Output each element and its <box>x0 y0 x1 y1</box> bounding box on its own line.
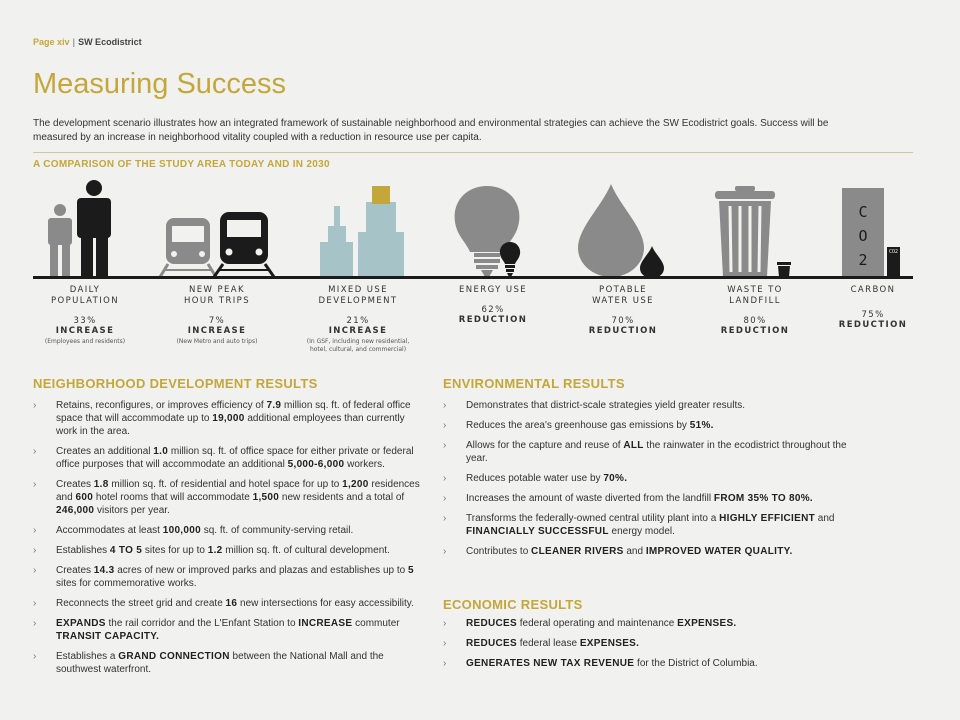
metric-note: (Employees and residents) <box>44 338 126 345</box>
emphasis-text: 1.2 <box>207 545 223 556</box>
emphasis-text: GENERATES NEW TAX REVENUE <box>466 658 635 669</box>
body-text: Creates <box>56 565 94 576</box>
list-item <box>443 545 858 558</box>
body-text: workers. <box>344 459 385 470</box>
body-text: Establishes a <box>56 651 119 662</box>
emphasis-text: REDUCES <box>466 618 517 629</box>
body-text: Creates <box>56 479 94 490</box>
emphasis-text: FROM 35% TO 80%. <box>713 493 813 504</box>
bullet-chevron-icon: › <box>33 618 37 629</box>
body-text: and <box>815 513 835 524</box>
body-text: Transforms the federally-owned central utility plant into a <box>466 513 720 524</box>
emphasis-text: 5 <box>407 565 414 576</box>
metric-label: NEW PEAK <box>189 285 245 295</box>
metric-percent: 7% <box>208 316 226 326</box>
emphasis-text: 1,500 <box>252 492 280 503</box>
emphasis-text: REDUCES <box>466 638 517 649</box>
metric-percent: 33% <box>73 316 97 326</box>
metric-percent: 80% <box>743 316 767 326</box>
list-item <box>443 637 858 650</box>
body-text: million sq. ft. of cultural development. <box>222 545 390 556</box>
metric-trips <box>159 285 275 346</box>
body-text: Reduces the area's greenhouse gas emissions by <box>466 420 690 431</box>
list-item <box>33 399 428 438</box>
population-icon <box>48 180 111 277</box>
metric-mixed-use <box>292 285 424 354</box>
emphasis-text: CLEANER RIVERS <box>531 546 624 557</box>
emphasis-text: HIGHLY EFFICIENT <box>719 513 816 524</box>
body-text: Increases the amount of waste diverted from the landfill <box>466 493 714 504</box>
emphasis-text: ALL <box>623 440 644 451</box>
body-text: Accommodates at least <box>56 525 163 536</box>
body-text: energy model. <box>608 526 675 537</box>
bullet-chevron-icon: › <box>443 513 447 524</box>
comparison-icons <box>0 0 960 290</box>
bullet-chevron-icon: › <box>33 400 37 411</box>
body-text: new intersections for easy accessibility. <box>237 598 414 609</box>
economic-list <box>443 617 858 677</box>
bullet-chevron-icon: › <box>443 400 447 411</box>
emphasis-text: 1.8 <box>93 479 109 490</box>
document-name: SW Ecodistrict <box>78 37 142 47</box>
body-text: hotel rooms that will accommodate <box>93 492 253 503</box>
body-text: million sq. ft. of federal office space that will accommodate up to <box>56 400 411 424</box>
body-text: residences and <box>56 479 420 503</box>
metric-population <box>29 285 141 346</box>
emphasis-text: 4 TO 5 <box>109 545 143 556</box>
body-text: commuter <box>352 618 400 629</box>
metric-label: DEVELOPMENT <box>318 296 398 306</box>
list-item <box>443 617 858 630</box>
body-text: and <box>623 546 646 557</box>
emphasis-text: INCREASE <box>298 618 353 629</box>
bullet-chevron-icon: › <box>443 618 447 629</box>
emphasis-text: 70%. <box>603 473 628 484</box>
body-text: between the National Mall and the southwest waterfront. <box>56 651 384 675</box>
body-text: the rail corridor and the L'Enfant Station to <box>105 618 299 629</box>
emphasis-text: 600 <box>75 492 94 503</box>
trash-can-icon <box>715 186 791 277</box>
list-item <box>443 512 858 538</box>
bullet-chevron-icon: › <box>443 420 447 431</box>
metric-change: REDUCTION <box>458 315 528 325</box>
metric-water <box>568 285 678 337</box>
bullet-chevron-icon: › <box>33 598 37 609</box>
body-text: Demonstrates that district-scale strategies yield greater results. <box>466 400 745 411</box>
metric-change: INCREASE <box>187 326 247 336</box>
emphasis-text: EXPENSES. <box>579 638 640 649</box>
metric-percent: 75% <box>861 310 885 320</box>
list-item <box>33 564 428 590</box>
metric-note: (New Metro and auto trips) <box>176 338 258 345</box>
body-text: Reduces potable water use by <box>466 473 604 484</box>
body-text: sites for up to <box>142 545 208 556</box>
neighborhood-heading: NEIGHBORHOOD DEVELOPMENT RESULTS <box>33 376 318 391</box>
water-drop-icon <box>578 184 664 278</box>
carbon-co2-text <box>842 200 884 272</box>
emphasis-text: FINANCIALLY SUCCESSFUL <box>466 526 609 537</box>
neighborhood-list <box>33 399 428 683</box>
bullet-chevron-icon: › <box>33 651 37 662</box>
bullet-chevron-icon: › <box>443 440 447 451</box>
body-text: federal lease <box>517 638 580 649</box>
metric-label: WASTE TO <box>727 285 783 295</box>
emphasis-text: EXPANDS <box>56 618 106 629</box>
body-text: additional employees than currently work in the area. <box>56 413 405 437</box>
emphasis-text: 51%. <box>689 420 714 431</box>
train-icon <box>160 212 274 277</box>
body-text: the rainwater in the ecodistrict throughout the year. <box>466 440 847 464</box>
body-text: visitors per year. <box>94 505 170 516</box>
environmental-list <box>443 399 858 565</box>
bullet-chevron-icon: › <box>33 525 37 536</box>
body-text: Establishes <box>56 545 110 556</box>
list-item <box>443 472 858 485</box>
body-text: federal operating and maintenance <box>517 618 678 629</box>
body-text: sites for commemorative works. <box>56 578 197 589</box>
metric-carbon <box>818 285 928 331</box>
emphasis-text: 7.9 <box>266 400 282 411</box>
environmental-heading: ENVIRONMENTAL RESULTS <box>443 376 625 391</box>
comparison-heading: A COMPARISON OF THE STUDY AREA TODAY AND IN 2030 <box>33 159 330 170</box>
metric-percent: 21% <box>346 316 370 326</box>
metric-change: INCREASE <box>55 326 115 336</box>
metric-change: REDUCTION <box>588 326 658 336</box>
metric-change: REDUCTION <box>720 326 790 336</box>
bullet-chevron-icon: › <box>443 493 447 504</box>
metric-energy <box>438 285 548 326</box>
co2-small-label: CO2 <box>888 249 899 255</box>
header-separator: | <box>72 37 76 47</box>
bullet-chevron-icon: › <box>443 658 447 669</box>
metric-label: LANDFILL <box>729 296 781 306</box>
bullet-chevron-icon: › <box>443 546 447 557</box>
co2-letter: 2 <box>858 251 868 269</box>
bullet-chevron-icon: › <box>33 479 37 490</box>
list-item <box>443 492 858 505</box>
buildings-icon <box>320 186 404 277</box>
list-item <box>33 478 428 517</box>
metric-note: (In GSF, including new residential, <box>306 338 410 345</box>
body-text: for the District of Columbia. <box>634 658 758 669</box>
list-item <box>33 617 428 643</box>
list-item <box>33 597 428 610</box>
page-title: Measuring Success <box>33 68 287 100</box>
list-item <box>443 439 858 465</box>
list-item <box>443 657 858 670</box>
emphasis-text: EXPENSES. <box>677 618 737 629</box>
emphasis-text: 14.3 <box>93 565 115 576</box>
intro-paragraph: The development scenario illustrates how an integrated framework of sustainable neighborhood and environmental strategies can achieve the SW Ecodistrict goals. Success will be measured by an increase in neighborhood vitality coupled with a reduction in resource use per capita. <box>33 118 829 143</box>
body-text: sq. ft. of community-serving retail. <box>200 525 354 536</box>
baseline <box>33 276 913 279</box>
body-text: Allows for the capture and reuse of <box>466 440 624 451</box>
body-text: million sq. ft. of residential and hotel space for up to <box>108 479 343 490</box>
economic-heading: ECONOMIC RESULTS <box>443 597 583 612</box>
bullet-chevron-icon: › <box>443 473 447 484</box>
metric-waste <box>700 285 810 337</box>
list-item <box>33 524 428 537</box>
list-item <box>443 399 858 412</box>
emphasis-text: IMPROVED WATER QUALITY. <box>645 546 793 557</box>
metric-label: MIXED USE <box>328 285 388 295</box>
lightbulb-icon <box>455 186 521 277</box>
co2-letter: C <box>858 203 868 221</box>
metric-percent: 62% <box>481 305 505 315</box>
metric-label: DAILY <box>69 285 101 295</box>
bullet-chevron-icon: › <box>443 638 447 649</box>
emphasis-text: 246,000 <box>56 505 95 516</box>
metric-label: POPULATION <box>51 296 119 306</box>
emphasis-text: 100,000 <box>162 525 201 536</box>
list-item <box>33 650 428 676</box>
list-item <box>443 419 858 432</box>
page-number: Page xiv <box>33 37 70 47</box>
emphasis-text: 5,000-6,000 <box>287 459 345 470</box>
co2-letter: O <box>858 227 868 245</box>
metric-change: REDUCTION <box>838 320 908 330</box>
emphasis-text: TRANSIT CAPACITY. <box>56 631 160 642</box>
metric-percent: 70% <box>611 316 635 326</box>
emphasis-text: 19,000 <box>212 413 245 424</box>
metric-label: HOUR TRIPS <box>183 296 251 306</box>
bullet-chevron-icon: › <box>33 565 37 576</box>
metric-label: WATER USE <box>592 296 654 306</box>
bullet-chevron-icon: › <box>33 545 37 556</box>
body-text: Contributes to <box>466 546 532 557</box>
body-text: new residents and a total of <box>279 492 405 503</box>
body-text: Creates an additional <box>56 446 154 457</box>
metric-label: POTABLE <box>599 285 647 295</box>
emphasis-text: 16 <box>225 598 238 609</box>
emphasis-text: GRAND CONNECTION <box>118 651 230 662</box>
metric-change: INCREASE <box>328 326 388 336</box>
metric-note: hotel, cultural, and commercial) <box>309 346 407 353</box>
list-item <box>33 445 428 471</box>
emphasis-text: 1,200 <box>342 479 369 490</box>
emphasis-text: 1.0 <box>153 446 169 457</box>
body-text: acres of new or improved parks and plazas and establishes up to <box>114 565 408 576</box>
body-text: Reconnects the street grid and create <box>56 598 226 609</box>
body-text: million sq. ft. of office space for either private or federal office purposes that will accommodate an additional <box>56 446 414 470</box>
bullet-chevron-icon: › <box>33 446 37 457</box>
body-text: Retains, reconfigures, or improves efficiency of <box>56 400 267 411</box>
metric-label: ENERGY USE <box>458 285 528 295</box>
metric-label: CARBON <box>850 285 896 295</box>
list-item <box>33 544 428 557</box>
